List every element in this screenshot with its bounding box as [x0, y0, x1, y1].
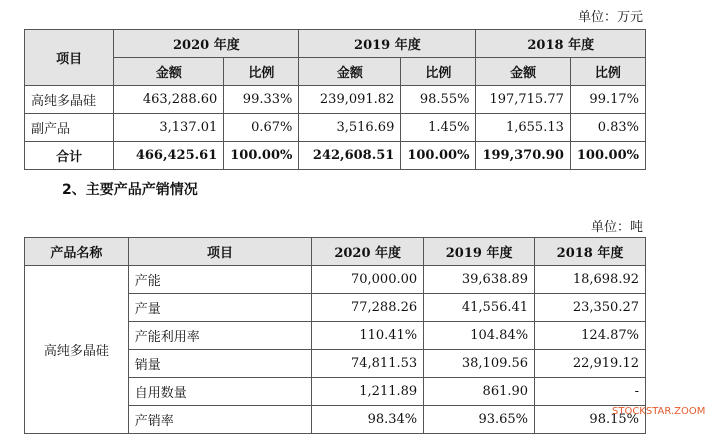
cell-value: 98.15% [535, 406, 646, 434]
cell-value: 38,109.56 [424, 350, 535, 378]
cell-value: 100.00% [224, 142, 299, 170]
cell-value: 197,715.77 [476, 86, 570, 114]
header-amount: 金额 [299, 58, 401, 86]
header-year-2019: 2019 年度 [299, 30, 476, 58]
cell-value: 1,211.89 [312, 378, 424, 406]
table1-unit: 单位：万元 [577, 10, 643, 25]
row-label: 高纯多晶硅 [25, 86, 114, 114]
cell-value: 74,811.53 [312, 350, 424, 378]
table2-unit: 单位：吨 [590, 220, 643, 235]
cell-value: 466,425.61 [114, 142, 224, 170]
total-row [25, 142, 646, 170]
table-row [25, 114, 646, 142]
production-table [24, 237, 646, 434]
cell-value: 100.00% [570, 142, 645, 170]
cell-value: 77,288.26 [312, 294, 424, 322]
cell-value: 0.83% [570, 114, 645, 142]
cell-value: 70,000.00 [312, 266, 424, 294]
row-label: 销量 [128, 350, 312, 378]
cell-value: 99.33% [224, 86, 299, 114]
cell-value: 124.87% [535, 322, 646, 350]
table-row [25, 86, 646, 114]
row-label: 产能 [128, 266, 312, 294]
header-item: 项目 [25, 30, 114, 86]
header-ratio: 比例 [401, 58, 476, 86]
cell-value: 39,638.89 [424, 266, 535, 294]
header-ratio: 比例 [570, 58, 645, 86]
cell-value: 1,655.13 [476, 114, 570, 142]
header-year-2018: 2018 年度 [535, 238, 646, 266]
cell-value: 463,288.60 [114, 86, 224, 114]
cell-value: 104.84% [424, 322, 535, 350]
cell-value: 98.55% [401, 86, 476, 114]
watermark: STOCKSTAR.ZOOM [612, 406, 705, 417]
cell-value: 0.67% [224, 114, 299, 142]
header-year-2018: 2018 年度 [476, 30, 646, 58]
cell-value: 199,370.90 [476, 142, 570, 170]
section-heading: 2、主要产品产销情况 [62, 182, 198, 198]
cell-value: - [535, 378, 646, 406]
header-item: 项目 [128, 238, 312, 266]
row-label: 副产品 [25, 114, 114, 142]
cell-value: 22,919.12 [535, 350, 646, 378]
cell-value: 1.45% [401, 114, 476, 142]
cell-value: 110.41% [312, 322, 424, 350]
cell-value: 23,350.27 [535, 294, 646, 322]
cell-value: 239,091.82 [299, 86, 401, 114]
cell-value: 93.65% [424, 406, 535, 434]
header-amount: 金额 [114, 58, 224, 86]
total-label: 合计 [25, 142, 114, 170]
row-label: 产销率 [128, 406, 312, 434]
revenue-table [24, 29, 646, 170]
cell-value: 861.90 [424, 378, 535, 406]
cell-value: 3,516.69 [299, 114, 401, 142]
header-year-2020: 2020 年度 [114, 30, 299, 58]
row-label: 自用数量 [128, 378, 312, 406]
header-amount: 金额 [476, 58, 570, 86]
cell-value: 41,556.41 [424, 294, 535, 322]
row-label: 产量 [128, 294, 312, 322]
header-ratio: 比例 [224, 58, 299, 86]
cell-value: 100.00% [401, 142, 476, 170]
cell-value: 3,137.01 [114, 114, 224, 142]
table-row [25, 266, 646, 294]
cell-value: 99.17% [570, 86, 645, 114]
cell-value: 98.34% [312, 406, 424, 434]
cell-value: 242,608.51 [299, 142, 401, 170]
product-name: 高纯多晶硅 [25, 266, 129, 434]
cell-value: 18,698.92 [535, 266, 646, 294]
header-product: 产品名称 [25, 238, 129, 266]
header-year-2019: 2019 年度 [424, 238, 535, 266]
header-year-2020: 2020 年度 [312, 238, 424, 266]
row-label: 产能利用率 [128, 322, 312, 350]
